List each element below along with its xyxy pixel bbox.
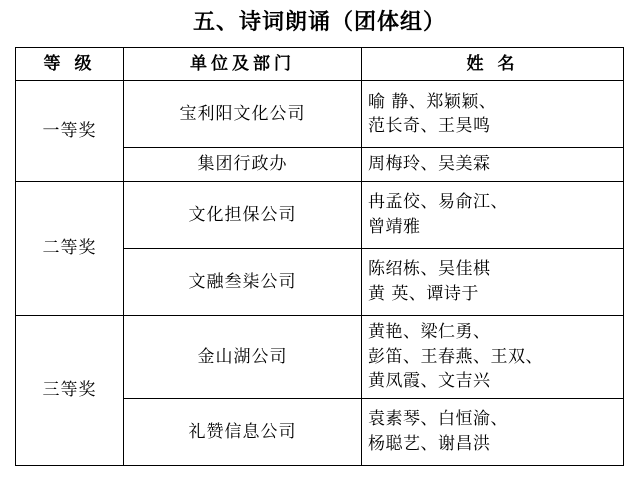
rank-cell: 一等奖 xyxy=(16,81,124,182)
unit-cell: 礼赞信息公司 xyxy=(124,399,362,466)
table-row xyxy=(16,316,624,399)
rank-cell: 二等奖 xyxy=(16,182,124,316)
names-cell xyxy=(362,249,624,316)
names-cell xyxy=(362,148,624,182)
unit-cell: 集团行政办 xyxy=(124,148,362,182)
names-cell xyxy=(362,182,624,249)
name-line: 彭笛、王春燕、王双、 xyxy=(368,346,543,367)
table-row xyxy=(16,182,624,249)
name-line: 杨聪艺、谢昌洪 xyxy=(368,434,491,454)
name-line: 曾靖雅 xyxy=(368,217,421,238)
names-cell xyxy=(362,81,624,148)
name-line: 黄凤霞、文吉兴 xyxy=(368,371,491,392)
unit-cell: 文融叁柒公司 xyxy=(124,249,362,316)
name-line: 黄 英、谭诗于 xyxy=(368,284,479,305)
name-line: 周梅玲、吴美霖 xyxy=(368,154,491,175)
name-line: 喻 静、郑颖颖、 xyxy=(368,91,497,112)
header-unit: 单位及部门 xyxy=(124,47,362,81)
unit-cell: 金山湖公司 xyxy=(124,316,362,399)
rank-cell: 三等奖 xyxy=(16,316,124,466)
name-line: 陈绍栋、吴佳棋 xyxy=(368,259,491,280)
name-line: 范长奇、王昊鸣 xyxy=(368,116,491,137)
name-line: 冉孟佼、易俞江、 xyxy=(368,192,508,213)
table-header-row xyxy=(16,47,624,81)
name-line: 袁素琴、白恒渝、 xyxy=(368,409,508,430)
header-rank: 等 级 xyxy=(16,47,124,81)
page-title: 五、诗词朗诵（团体组） xyxy=(192,10,446,35)
name-line: 黄艳、梁仁勇、 xyxy=(368,322,491,343)
unit-cell: 文化担保公司 xyxy=(124,182,362,249)
unit-cell: 宝利阳文化公司 xyxy=(124,81,362,148)
names-cell xyxy=(362,399,624,466)
header-names: 姓 名 xyxy=(362,47,624,81)
names-cell xyxy=(362,316,624,399)
table-row xyxy=(16,81,624,148)
award-table xyxy=(15,47,624,466)
